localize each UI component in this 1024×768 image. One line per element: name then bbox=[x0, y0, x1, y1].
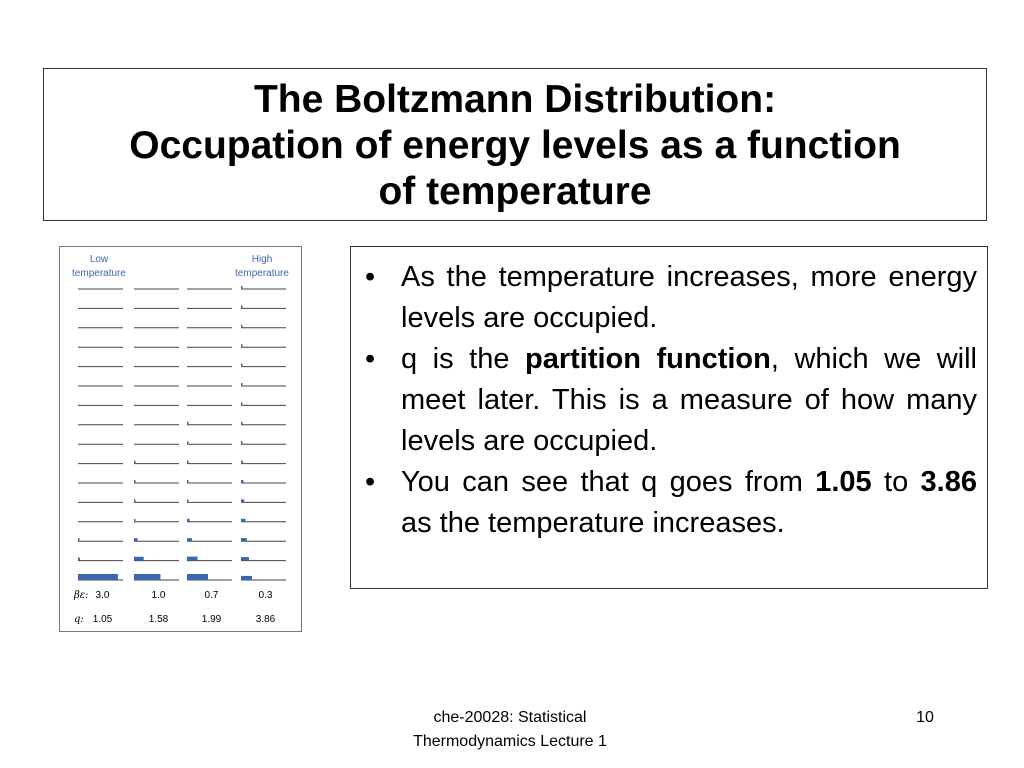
population-bar bbox=[78, 558, 80, 561]
population-bar bbox=[134, 480, 136, 483]
population-bar bbox=[241, 499, 244, 502]
population-bar bbox=[241, 576, 252, 580]
population-bar bbox=[241, 461, 243, 464]
bullet-text-box bbox=[350, 246, 988, 589]
footer-line-1: che-20028: Statistical bbox=[433, 709, 587, 726]
boltzmann-figure bbox=[59, 246, 302, 632]
bullet-item-3 bbox=[365, 462, 977, 544]
population-bar bbox=[241, 383, 243, 386]
population-bar bbox=[187, 538, 192, 541]
population-bar bbox=[241, 538, 247, 541]
population-bar bbox=[241, 325, 243, 328]
bullet-dot: • bbox=[365, 343, 376, 375]
population-bar bbox=[241, 557, 249, 561]
population-bar bbox=[134, 574, 160, 580]
population-bar bbox=[187, 422, 189, 425]
beta-eps-value: 3.0 bbox=[95, 590, 110, 601]
bullet-1-text: As the temperature increases, more energy levels are occupied. bbox=[401, 261, 977, 334]
bullet-3-text-start: You can see that q goes from bbox=[401, 466, 816, 498]
slide-title-line-2: Occupation of energy levels as a function bbox=[129, 124, 901, 167]
bullet-item-1 bbox=[365, 257, 977, 339]
population-bar bbox=[241, 305, 243, 308]
population-bar bbox=[241, 344, 243, 347]
population-bar bbox=[241, 364, 243, 367]
q-value: 1.05 bbox=[92, 614, 113, 625]
population-bar bbox=[134, 557, 144, 561]
population-bar bbox=[241, 286, 243, 289]
boltzmann-chart bbox=[60, 247, 301, 631]
population-bar bbox=[187, 519, 190, 522]
bullet-item-2 bbox=[365, 339, 977, 462]
beta-eps-row-label: βε: bbox=[74, 590, 89, 601]
population-bar bbox=[134, 461, 136, 464]
partition-function-term: partition function bbox=[524, 343, 771, 375]
population-bar bbox=[78, 538, 80, 541]
page-number: 10 bbox=[916, 709, 934, 726]
q-value: 3.86 bbox=[255, 614, 276, 625]
population-bar bbox=[187, 480, 189, 483]
beta-eps-value: 1.0 bbox=[151, 590, 166, 601]
population-bar bbox=[134, 538, 138, 541]
population-bar bbox=[187, 499, 189, 502]
beta-eps-value: 0.3 bbox=[258, 590, 273, 601]
population-bar bbox=[241, 422, 243, 425]
population-bar bbox=[241, 480, 243, 483]
population-bar bbox=[187, 441, 189, 444]
low-temperature-label-line-2: temperature bbox=[72, 268, 126, 279]
q-low-value: 1.05 bbox=[815, 466, 872, 498]
population-bar bbox=[241, 519, 245, 522]
bullet-3-text-end: as the temperature increases. bbox=[401, 507, 785, 539]
q-row-label: q: bbox=[74, 614, 84, 625]
slide-title-line-1: The Boltzmann Distribution: bbox=[253, 78, 777, 121]
population-bar bbox=[241, 441, 243, 444]
population-bar bbox=[134, 499, 136, 502]
population-bar bbox=[187, 574, 208, 580]
bullet-2-text-start: q is the bbox=[401, 343, 525, 375]
slide-title-box bbox=[43, 68, 987, 221]
population-bar bbox=[187, 557, 198, 561]
footer-course-label bbox=[385, 706, 635, 754]
bullet-dot: • bbox=[365, 261, 376, 293]
high-temperature-label-line-2: temperature bbox=[235, 268, 289, 279]
bullet-2-text-end: , which we will meet later. This is a measure of how many levels are occupied. bbox=[401, 343, 977, 457]
population-bar bbox=[78, 574, 118, 580]
population-bar bbox=[187, 461, 189, 464]
slide-title-line-3: of temperature bbox=[378, 170, 652, 213]
low-temperature-label-line-1: Low bbox=[89, 254, 109, 265]
population-bar bbox=[241, 402, 243, 405]
beta-eps-value: 0.7 bbox=[204, 590, 219, 601]
q-high-value: 3.86 bbox=[920, 466, 977, 498]
population-bar bbox=[134, 519, 136, 522]
high-temperature-label-line-1: High bbox=[251, 254, 273, 265]
bullet-dot: • bbox=[365, 466, 376, 498]
bullet-3-text-mid: to bbox=[871, 466, 921, 498]
footer-line-2: Thermodynamics Lecture 1 bbox=[413, 733, 607, 750]
bullet-list bbox=[365, 257, 977, 544]
q-value: 1.99 bbox=[201, 614, 222, 625]
q-value: 1.58 bbox=[148, 614, 169, 625]
